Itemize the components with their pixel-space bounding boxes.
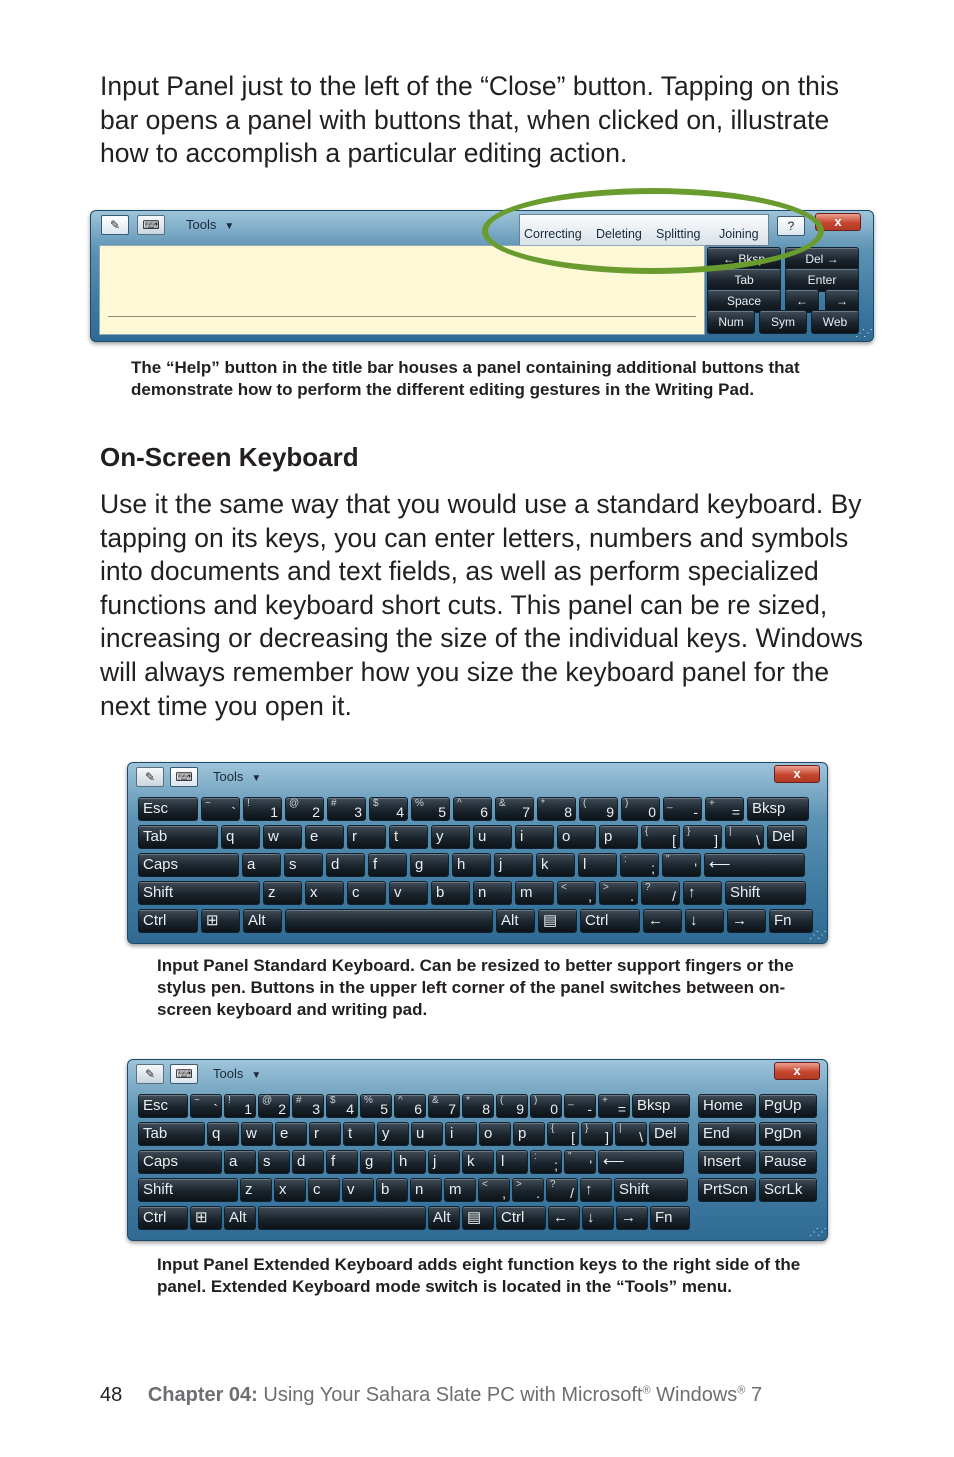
key-pgup[interactable]: PgUp bbox=[759, 1094, 817, 1118]
key-shift[interactable]: Shift bbox=[614, 1178, 688, 1202]
key-g[interactable]: g bbox=[410, 853, 449, 877]
key-symbol: 1 bbox=[270, 804, 278, 820]
help-icon: ? bbox=[787, 219, 795, 233]
key-scrlk[interactable]: ScrLk bbox=[759, 1178, 817, 1202]
windows-key[interactable] bbox=[201, 909, 240, 933]
key-symbol: 2 bbox=[312, 804, 320, 820]
key-symbol: 8 bbox=[564, 804, 572, 820]
tools-label: Tools bbox=[213, 1066, 244, 1081]
baseline bbox=[108, 316, 696, 317]
key-symbol: 6 bbox=[480, 804, 488, 820]
section-heading: On-Screen Keyboard bbox=[100, 442, 359, 472]
key-symbol: . bbox=[630, 888, 634, 904]
caption-extended-keyboard: Input Panel Extended Keyboard adds eight function keys to the right side of the panel. Extended Keyboard mode switch is located in the “Tools” menu. bbox=[157, 1255, 801, 1296]
key-symbol[interactable] bbox=[725, 825, 764, 849]
key-enter[interactable]: Enter bbox=[785, 268, 859, 292]
key-shift-symbol: > bbox=[603, 882, 609, 893]
key-shift-symbol: ? bbox=[645, 882, 651, 893]
key-symbol[interactable] bbox=[564, 1094, 596, 1118]
key-shift-symbol: ( bbox=[583, 798, 587, 809]
key-r[interactable]: r bbox=[309, 1122, 341, 1146]
key-6[interactable] bbox=[453, 797, 492, 821]
key-2[interactable] bbox=[258, 1094, 290, 1118]
key-shift-symbol: | bbox=[729, 826, 732, 837]
key-m[interactable]: m bbox=[515, 881, 554, 905]
key-v[interactable]: v bbox=[389, 881, 428, 905]
key-symbol: ` bbox=[231, 804, 236, 820]
key-symbol[interactable]: → bbox=[727, 909, 766, 933]
key-end[interactable]: End bbox=[698, 1122, 756, 1146]
key-symbol[interactable] bbox=[512, 1178, 544, 1202]
tools-label: Tools bbox=[186, 217, 217, 232]
key-symbol[interactable] bbox=[201, 797, 240, 821]
key-shift-symbol: ^ bbox=[457, 798, 462, 809]
key-tab[interactable]: Tab bbox=[138, 1122, 205, 1146]
key-shift-symbol: : bbox=[624, 854, 627, 865]
key-u[interactable]: u bbox=[473, 825, 512, 849]
key-del[interactable]: Del bbox=[649, 1122, 689, 1146]
key-c[interactable]: c bbox=[347, 881, 386, 905]
key-symbol: \ bbox=[756, 832, 760, 848]
key-q[interactable]: q bbox=[207, 1122, 239, 1146]
key-8[interactable] bbox=[462, 1094, 494, 1118]
key-0[interactable] bbox=[621, 797, 660, 821]
key-i[interactable]: i bbox=[445, 1122, 477, 1146]
key-shift-symbol: ) bbox=[625, 798, 629, 809]
key-j[interactable]: j bbox=[428, 1150, 460, 1174]
key-symbol[interactable] bbox=[683, 825, 722, 849]
key-prtscn[interactable]: PrtScn bbox=[698, 1178, 756, 1202]
caption-standard-keyboard: Input Panel Standard Keyboard. Can be resized to better support fingers or the stylus pen. Buttons in the upper left corner of the panel switches between on-screen keyboard and writing pad. bbox=[157, 956, 794, 1019]
key-symbol[interactable] bbox=[530, 1150, 562, 1174]
registered-mark: ® bbox=[642, 1384, 651, 1397]
key-symbol: ' bbox=[589, 1157, 592, 1173]
key-0[interactable] bbox=[530, 1094, 562, 1118]
key-shift-symbol: @ bbox=[262, 1095, 273, 1106]
key-g[interactable]: g bbox=[360, 1150, 392, 1174]
key-d[interactable]: d bbox=[292, 1150, 324, 1174]
key-del[interactable]: Del → bbox=[785, 247, 859, 271]
extended-keyboard-panel bbox=[127, 1059, 828, 1241]
key-shift-symbol: | bbox=[619, 1123, 622, 1134]
key-symbol: 9 bbox=[516, 1101, 524, 1117]
key-alt[interactable]: Alt bbox=[224, 1206, 256, 1230]
key-symbol: / bbox=[672, 888, 676, 904]
key-symbol: . bbox=[536, 1185, 540, 1201]
key-symbol[interactable]: ← bbox=[548, 1206, 580, 1230]
key-symbol[interactable]: ⟵ bbox=[704, 853, 805, 877]
key-shift-symbol: * bbox=[541, 798, 545, 809]
close-button[interactable]: x bbox=[774, 765, 820, 783]
key-symbol[interactable] bbox=[557, 881, 596, 905]
key-alt[interactable]: Alt bbox=[496, 909, 535, 933]
resize-grip-icon[interactable]: ⋰⋰ bbox=[809, 930, 825, 941]
key-bksp[interactable]: Bksp bbox=[747, 797, 809, 821]
key-r[interactable]: r bbox=[347, 825, 386, 849]
key-esc[interactable]: Esc bbox=[138, 797, 198, 821]
registered-mark: ® bbox=[737, 1384, 746, 1397]
key-symbol[interactable]: ↓ bbox=[582, 1206, 614, 1230]
menu-key[interactable] bbox=[538, 909, 577, 933]
highlight-oval bbox=[482, 188, 824, 274]
key-symbol[interactable] bbox=[662, 853, 701, 877]
gesture-correcting[interactable]: Correcting bbox=[524, 227, 582, 241]
close-button[interactable]: x bbox=[815, 213, 861, 231]
keyboard-toggle-button[interactable] bbox=[137, 215, 165, 235]
gesture-deleting[interactable]: Deleting bbox=[596, 227, 642, 241]
key-n[interactable]: n bbox=[410, 1178, 442, 1202]
windows-logo-icon: ⊞ bbox=[195, 1209, 208, 1226]
key-shift-symbol: & bbox=[499, 798, 506, 809]
keyboard-toggle-button[interactable] bbox=[170, 1064, 198, 1084]
space-key[interactable] bbox=[258, 1206, 426, 1230]
key-shift-symbol: ) bbox=[534, 1095, 538, 1106]
key-symbol: \ bbox=[639, 1129, 643, 1145]
key-shift-symbol: " bbox=[568, 1151, 572, 1162]
key-shift-symbol: { bbox=[645, 826, 649, 837]
key-8[interactable] bbox=[537, 797, 576, 821]
key-ctrl[interactable]: Ctrl bbox=[138, 1206, 188, 1230]
key-l[interactable]: l bbox=[578, 853, 617, 877]
key-symbol: ' bbox=[694, 860, 697, 876]
key-symbol: 7 bbox=[448, 1101, 456, 1117]
key-h[interactable]: h bbox=[452, 853, 491, 877]
keyboard-icon: ⌨ bbox=[142, 218, 160, 232]
key-caps[interactable]: Caps bbox=[138, 1150, 222, 1174]
key-symbol[interactable] bbox=[478, 1178, 510, 1202]
key-shift-symbol: _ bbox=[667, 798, 673, 809]
key-z[interactable]: z bbox=[263, 881, 302, 905]
key-a[interactable]: a bbox=[224, 1150, 256, 1174]
key-shift[interactable]: Shift bbox=[138, 1178, 238, 1202]
key-h[interactable]: h bbox=[394, 1150, 426, 1174]
windows-version: 7 bbox=[750, 1384, 763, 1406]
key-shift-symbol: ( bbox=[500, 1095, 504, 1106]
tools-menu[interactable] bbox=[213, 1066, 261, 1081]
key-6[interactable] bbox=[394, 1094, 426, 1118]
key-k[interactable]: k bbox=[462, 1150, 494, 1174]
key-symbol: ; bbox=[554, 1157, 558, 1173]
key-shift-symbol: : bbox=[534, 1151, 537, 1162]
key-symbol[interactable]: ↓ bbox=[685, 909, 724, 933]
title-bar bbox=[128, 763, 827, 793]
key-esc[interactable]: Esc bbox=[138, 1094, 188, 1118]
key-c[interactable]: c bbox=[308, 1178, 340, 1202]
key-e[interactable]: e bbox=[275, 1122, 307, 1146]
key-w[interactable]: w bbox=[263, 825, 302, 849]
key-symbol[interactable] bbox=[705, 797, 744, 821]
key-web[interactable]: Web bbox=[811, 310, 859, 334]
intro-paragraph: Input Panel just to the left of the “Close” button. Tapping on this bar opens a panel with buttons that, when clicked on, illustrate how to accomplish a particular editing action. bbox=[100, 71, 840, 169]
key-home[interactable]: Home bbox=[698, 1094, 756, 1118]
key-symbol: ] bbox=[605, 1129, 609, 1145]
key-space[interactable]: Space bbox=[707, 289, 781, 313]
key-p[interactable]: p bbox=[599, 825, 638, 849]
key-o[interactable]: o bbox=[557, 825, 596, 849]
key-symbol: 5 bbox=[438, 804, 446, 820]
key-shift[interactable]: Shift bbox=[138, 881, 260, 905]
key-symbol[interactable] bbox=[598, 1094, 630, 1118]
key-i[interactable]: i bbox=[515, 825, 554, 849]
key-symbol: ; bbox=[651, 860, 655, 876]
key-b[interactable]: b bbox=[431, 881, 470, 905]
key-symbol: 0 bbox=[550, 1101, 558, 1117]
key-4[interactable] bbox=[369, 797, 408, 821]
key-symbol: 5 bbox=[380, 1101, 388, 1117]
key-ctrl[interactable]: Ctrl bbox=[580, 909, 640, 933]
writing-pad-toggle-button[interactable] bbox=[101, 215, 129, 235]
key-alt[interactable]: Alt bbox=[428, 1206, 460, 1230]
windows-logo-icon: ⊞ bbox=[206, 912, 219, 929]
key-d[interactable]: d bbox=[326, 853, 365, 877]
pen-icon: ✎ bbox=[109, 218, 121, 232]
key-u[interactable]: u bbox=[411, 1122, 443, 1146]
key-j[interactable]: j bbox=[494, 853, 533, 877]
resize-grip-icon[interactable]: ⋰⋰ bbox=[855, 328, 871, 339]
key-pgdn[interactable]: PgDn bbox=[759, 1122, 817, 1146]
key-7[interactable] bbox=[428, 1094, 460, 1118]
key-symbol: ` bbox=[213, 1101, 218, 1117]
tools-menu[interactable] bbox=[213, 769, 261, 784]
key-symbol: [ bbox=[672, 832, 676, 848]
page-number: 48 bbox=[100, 1384, 123, 1406]
key-del[interactable]: Del bbox=[767, 825, 807, 849]
key-num[interactable]: Num bbox=[707, 310, 755, 334]
key-symbol[interactable] bbox=[599, 881, 638, 905]
key-b[interactable]: b bbox=[376, 1178, 408, 1202]
key-f[interactable]: f bbox=[368, 853, 407, 877]
key-symbol: 7 bbox=[522, 804, 530, 820]
key-4[interactable] bbox=[326, 1094, 358, 1118]
pen-icon: ✎ bbox=[144, 1067, 156, 1081]
key-o[interactable]: o bbox=[479, 1122, 511, 1146]
keyboard-icon: ⌨ bbox=[175, 770, 193, 784]
key-symbol[interactable] bbox=[581, 1122, 613, 1146]
key-bksp[interactable]: Bksp bbox=[632, 1094, 690, 1118]
key-sym[interactable]: Sym bbox=[759, 310, 807, 334]
key-symbol: - bbox=[693, 804, 698, 820]
writing-pad-toggle-button[interactable] bbox=[136, 1064, 164, 1084]
key-y[interactable]: y bbox=[377, 1122, 409, 1146]
key-symbol: / bbox=[570, 1185, 574, 1201]
key-9[interactable] bbox=[496, 1094, 528, 1118]
menu-icon: ▤ bbox=[543, 912, 558, 929]
key-t[interactable]: t bbox=[389, 825, 428, 849]
key-9[interactable] bbox=[579, 797, 618, 821]
key-symbol: 3 bbox=[312, 1101, 320, 1117]
key-shift-symbol: & bbox=[432, 1095, 439, 1106]
key-x[interactable]: x bbox=[305, 881, 344, 905]
tools-menu[interactable] bbox=[186, 217, 234, 232]
key-symbol[interactable]: → bbox=[825, 289, 859, 313]
key-2[interactable] bbox=[285, 797, 324, 821]
key-1[interactable] bbox=[243, 797, 282, 821]
caption-writing-pad: The “Help” button in the title bar houses a panel containing additional buttons that demonstrate how to perform the different editing gestures in the Writing Pad. bbox=[131, 358, 800, 399]
key-caps[interactable]: Caps bbox=[138, 853, 239, 877]
key-shift-symbol: ? bbox=[550, 1179, 556, 1190]
windows-label: Windows bbox=[656, 1384, 738, 1406]
key-shift-symbol: * bbox=[466, 1095, 470, 1106]
key-l[interactable]: l bbox=[496, 1150, 528, 1174]
key-shift-symbol: $ bbox=[330, 1095, 336, 1106]
key-symbol[interactable]: ↑ bbox=[683, 881, 722, 905]
key-shift-symbol: + bbox=[709, 798, 715, 809]
key-w[interactable]: w bbox=[241, 1122, 273, 1146]
menu-key[interactable] bbox=[462, 1206, 494, 1230]
chapter-label: Chapter 04: bbox=[147, 1384, 258, 1406]
keyboard-toggle-button[interactable] bbox=[170, 767, 198, 787]
key-symbol[interactable] bbox=[663, 797, 702, 821]
menu-icon: ▤ bbox=[467, 1209, 482, 1226]
windows-key[interactable] bbox=[190, 1206, 222, 1230]
key-shift-symbol: + bbox=[602, 1095, 608, 1106]
key-symbol: 3 bbox=[354, 804, 362, 820]
key-shift-symbol: _ bbox=[568, 1095, 574, 1106]
pen-icon: ✎ bbox=[144, 770, 156, 784]
key-symbol: 9 bbox=[606, 804, 614, 820]
key-symbol: 8 bbox=[482, 1101, 490, 1117]
key-symbol: - bbox=[587, 1101, 592, 1117]
key-shift-symbol: } bbox=[585, 1123, 589, 1134]
writing-pad-toggle-button[interactable] bbox=[136, 767, 164, 787]
key-p[interactable]: p bbox=[513, 1122, 545, 1146]
key-s[interactable]: s bbox=[284, 853, 323, 877]
key-z[interactable]: z bbox=[240, 1178, 272, 1202]
key-shift-symbol: ! bbox=[247, 798, 250, 809]
key-q[interactable]: q bbox=[221, 825, 260, 849]
key-symbol: 6 bbox=[414, 1101, 422, 1117]
key-symbol[interactable] bbox=[615, 1122, 647, 1146]
key-shift-symbol: } bbox=[687, 826, 691, 837]
key-symbol[interactable]: ← bbox=[785, 289, 819, 313]
key-symbol[interactable] bbox=[546, 1178, 578, 1202]
key-symbol: 4 bbox=[396, 804, 404, 820]
key-shift-symbol: ! bbox=[228, 1095, 231, 1106]
key-x[interactable]: x bbox=[274, 1178, 306, 1202]
key-shift-symbol: < bbox=[561, 882, 567, 893]
key-s[interactable]: s bbox=[258, 1150, 290, 1174]
key-fn[interactable]: Fn bbox=[650, 1206, 690, 1230]
key-symbol[interactable] bbox=[620, 853, 659, 877]
dropdown-arrow-icon: ▼ bbox=[251, 773, 262, 784]
key-shift-symbol: ~ bbox=[205, 798, 211, 809]
tools-label: Tools bbox=[213, 769, 244, 784]
key-symbol[interactable] bbox=[547, 1122, 579, 1146]
key-3[interactable] bbox=[292, 1094, 324, 1118]
key-symbol: , bbox=[588, 888, 592, 904]
resize-grip-icon[interactable]: ⋰⋰ bbox=[809, 1227, 825, 1238]
key-f[interactable]: f bbox=[326, 1150, 358, 1174]
key-shift[interactable]: Shift bbox=[725, 881, 806, 905]
key-ctrl[interactable]: Ctrl bbox=[138, 909, 198, 933]
key-symbol[interactable]: ↑ bbox=[580, 1178, 612, 1202]
key-k[interactable]: k bbox=[536, 853, 575, 877]
key-symbol[interactable]: ⟵ bbox=[598, 1150, 684, 1174]
key-symbol: = bbox=[731, 804, 740, 820]
chapter-title: Using Your Sahara Slate PC with Microsoft bbox=[263, 1384, 643, 1406]
key-symbol: 0 bbox=[648, 804, 656, 820]
key-shift-symbol: ^ bbox=[398, 1095, 403, 1106]
key-t[interactable]: t bbox=[343, 1122, 375, 1146]
key-fn[interactable]: Fn bbox=[769, 909, 813, 933]
body-paragraph: Use it the same way that you would use a standard keyboard. By tapping on its keys, you can enter letters, numbers and symbols into documents and text fields, as well as perform specialized functions and keyboard short cuts. This panel can be re sized, increasing or decreasing the size of the individual keys. Windows will always remember how you size the keyboard panel for the next time you open it. bbox=[100, 489, 864, 721]
key-shift-symbol: # bbox=[331, 798, 337, 809]
keyboard-icon: ⌨ bbox=[175, 1067, 193, 1081]
key-5[interactable] bbox=[411, 797, 450, 821]
key-y[interactable]: y bbox=[431, 825, 470, 849]
key-insert[interactable]: Insert bbox=[698, 1150, 756, 1174]
key-shift-symbol: ~ bbox=[194, 1095, 200, 1106]
key-symbol: 1 bbox=[244, 1101, 252, 1117]
key-shift-symbol: @ bbox=[289, 798, 300, 809]
key-7[interactable] bbox=[495, 797, 534, 821]
key-symbol[interactable]: → bbox=[616, 1206, 648, 1230]
key-symbol: ] bbox=[714, 832, 718, 848]
key-symbol: , bbox=[502, 1185, 506, 1201]
key-symbol[interactable] bbox=[641, 825, 680, 849]
key-symbol[interactable]: ← bbox=[643, 909, 682, 933]
standard-keyboard-panel bbox=[127, 762, 828, 944]
key-5[interactable] bbox=[360, 1094, 392, 1118]
gesture-splitting[interactable]: Splitting bbox=[656, 227, 701, 241]
title-bar bbox=[128, 1060, 827, 1090]
key-shift-symbol: % bbox=[415, 798, 424, 809]
key-n[interactable]: n bbox=[473, 881, 512, 905]
page-footer bbox=[100, 1384, 762, 1407]
key-symbol: = bbox=[617, 1101, 626, 1117]
space-key[interactable] bbox=[285, 909, 493, 933]
dropdown-arrow-icon: ▼ bbox=[224, 221, 235, 232]
key-symbol[interactable] bbox=[190, 1094, 222, 1118]
key-shift-symbol: > bbox=[516, 1179, 522, 1190]
key-a[interactable]: a bbox=[242, 853, 281, 877]
key-symbol[interactable] bbox=[564, 1150, 596, 1174]
key-shift-symbol: { bbox=[551, 1123, 555, 1134]
key-symbol: 4 bbox=[346, 1101, 354, 1117]
gesture-joining[interactable]: Joining bbox=[719, 227, 759, 241]
key-tab[interactable]: Tab bbox=[707, 268, 781, 292]
key-shift-symbol: " bbox=[666, 854, 670, 865]
key-shift-symbol: $ bbox=[373, 798, 379, 809]
key-symbol: [ bbox=[571, 1129, 575, 1145]
key-m[interactable]: m bbox=[444, 1178, 476, 1202]
key-ctrl[interactable]: Ctrl bbox=[496, 1206, 546, 1230]
key-pause[interactable]: Pause bbox=[759, 1150, 817, 1174]
key-bksp[interactable]: ← Bksp bbox=[707, 247, 781, 271]
dropdown-arrow-icon: ▼ bbox=[251, 1070, 262, 1081]
key-alt[interactable]: Alt bbox=[243, 909, 282, 933]
key-v[interactable]: v bbox=[342, 1178, 374, 1202]
key-3[interactable] bbox=[327, 797, 366, 821]
key-1[interactable] bbox=[224, 1094, 256, 1118]
close-button[interactable]: x bbox=[774, 1062, 820, 1080]
key-shift-symbol: # bbox=[296, 1095, 302, 1106]
key-shift-symbol: < bbox=[482, 1179, 488, 1190]
key-shift-symbol: % bbox=[364, 1095, 373, 1106]
key-e[interactable]: e bbox=[305, 825, 344, 849]
key-tab[interactable]: Tab bbox=[138, 825, 218, 849]
key-symbol: 2 bbox=[278, 1101, 286, 1117]
key-symbol[interactable] bbox=[641, 881, 680, 905]
